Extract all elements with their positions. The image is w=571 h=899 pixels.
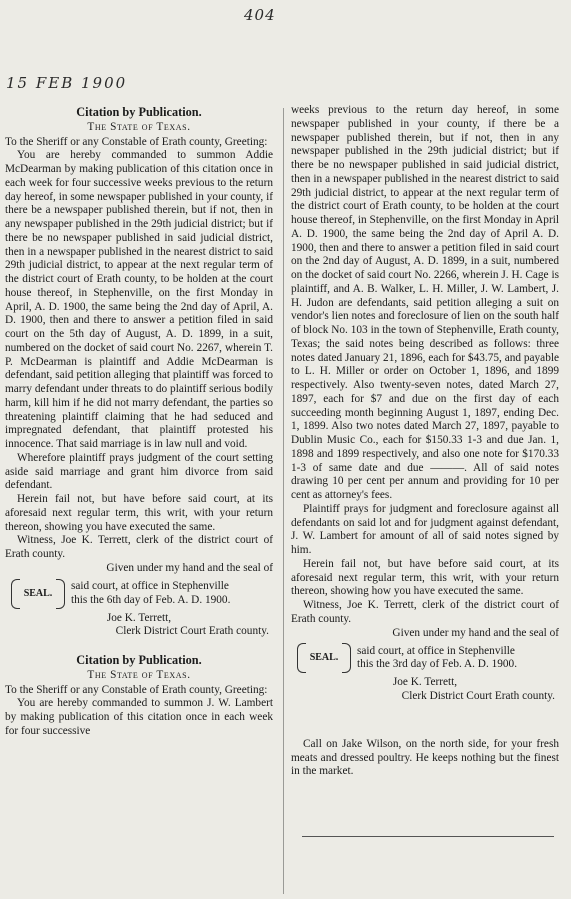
citation1-seal-text-2: this the 6th day of Feb. A. D. 1900. — [71, 593, 231, 606]
section-rule — [302, 836, 554, 837]
citation1-given-line: Given under my hand and the seal of — [106, 561, 273, 574]
citation2-address: To the Sheriff or any Constable of Erath county, Greeting: — [5, 683, 268, 696]
citation2-heading: Citation by Publication. — [76, 653, 202, 667]
date-stamp: 15 FEB 1900 — [6, 74, 128, 92]
citation2-seal-block — [291, 641, 559, 675]
citation2-paragraph-1: You are hereby commanded to summon J. W. Lambert by making publication of this citation once in each week for four successive — [5, 697, 273, 737]
right-column — [291, 104, 559, 894]
citation2-seal-label: SEAL. — [309, 652, 339, 664]
citation1-signer: Joe K. Terrett, — [106, 611, 172, 624]
citation1-seal-text-1: said court, at office in Stephenville — [71, 579, 229, 592]
citation2-signer: Joe K. Terrett, — [392, 676, 458, 689]
citation1-paragraph-2: Wherefore plaintiff prays judgment of the court setting aside said marriage and grant him divorce from said defendant. — [5, 451, 273, 492]
citation2-state: The State of Texas. — [87, 668, 191, 681]
citation2-paragraph-2: Plaintiff prays for judgment and foreclosure against all defendants on said lot and for judgment against defendant, J. W. Lambert for amount of all of said notes signed by him. — [291, 502, 559, 556]
citation2-paragraph-1-continued: weeks previous to the return day hereof, in some newspaper published in your county, if there be a newspaper published therein, but if not, then in any newspaper published in the 29th judicial district; but if there be no newspaper published in said judicial district, then in a newspaper published in the nearest district to said 29th judicial district, to appear at the next regular term of the district court of Erath county, to be holden at the court house thereof, in Stephenville, on the first Monday in April A. D. 1900, the same being the 2nd day of April A. D. 1900, then and there to answer a petition filed in said court on the 2nd day of August, A. D. 1899, in a suit, numbered on the docket of said court No. 2266, wherein J. H. Cage is plaintiff, and A. B. Walker, L. H. Miller, J. W. Lambert, J. H. Judon are defendants, said petition alleging a suit on vendor's lien notes and foreclosure of lien on the south half of block No. 103 in the town of Stephenville, Erath county, Texas; the said notes being described as follows: three notes dated January 21, 1896, each for $43.75, and payable to L. H. Miller or order on October 1, 1896, and 1899 respectively. Also twenty-seven notes, dated March 27, 1897, each for $7 and due on the first day of each succeeding month beginning August 1, 1897, ending Dec. 1, 1899. Also two notes dated March 27, 1897, payable to Dublin Music Co., each for $150.33 1-3 and due Jan. 1, 1898 and 1899 respectively, and also one note for $170.33 1-3 of same date and due ———. All of said notes drawing 10 per cent per annum and providing for 10 per cent as attorney's fees. — [291, 104, 559, 501]
citation1-seal-label: SEAL. — [23, 587, 53, 599]
citation1-state: The State of Texas. — [87, 120, 191, 133]
column-divider — [283, 108, 284, 894]
citation1-seal-block — [5, 577, 273, 611]
citation2-paragraph-3: Herein fail not, but have before said court, at its aforesaid next regular term, this writ, with your return thereon, showing how you have executed the same. — [291, 557, 559, 598]
page-number: 404 — [244, 6, 276, 24]
citation1-paragraph-3: Herein fail not, but have before said court, at its aforesaid next regular term, this writ, with your return thereon, showing you have executed the same. — [5, 493, 273, 533]
citation1-heading: Citation by Publication. — [76, 105, 202, 119]
seal-icon — [297, 641, 351, 675]
advertisement: Call on Jake Wilson, on the north side, for your fresh meats and dressed poultry. He keeps nothing but the finest in the market. — [291, 737, 559, 778]
left-column — [5, 104, 273, 894]
seal-icon — [11, 577, 65, 611]
citation2-signer-title: Clerk District Court Erath county. — [401, 690, 555, 702]
citation1-signer-title: Clerk District Court Erath county. — [115, 625, 269, 638]
citation2-given-line: Given under my hand and the seal of — [392, 626, 559, 639]
citation1-address: To the Sheriff or any Constable of Erath county, Greeting: — [5, 135, 268, 148]
citation2-witness: Witness, Joe K. Terrett, clerk of the district court of Erath county. — [291, 599, 559, 625]
citation2-seal-text-2: this the 3rd day of Feb. A. D. 1900. — [357, 658, 518, 671]
citation1-paragraph-1: You are hereby commanded to summon Addie McDearman by making publication of this citation once in each week for four successive weeks previous to the return day hereof, in some newspaper published in your county, if there be a newspaper published therein, but if not, then in any newspaper published in the 29th judicial district; but if there be no newspaper published in said judicial district, then in a newspaper published in the nearest district to said 29th judicial district, to appear at the next regular term of the district court of Erath county, to be holden at the court house thereof, in Stephenville, on the first Monday in April, A. D. 1900, the same being the 2nd day of April, A. D. 1900, then and there to answer a petition filed in said court on the 5th day of August, A. D. 1899, in a suit, numbered on the docket of said court No. 2267, wherein T. P. McDearman is plaintiff and Addie McDearman is defendant, said petition alleging that plaintiff was forced to marry defendant under threats to do plaintiff serious bodily harm, kill him if he did not marry defendant, the parties so threatening plaintiff claiming that he had seduced and impregnated defendant, that plaintiff protested his innocence. That said marriage is in law null and void. — [5, 149, 273, 450]
citation2-seal-text-1: said court, at office in Stephenville — [357, 644, 515, 657]
citation1-witness: Witness, Joe K. Terrett, clerk of the district court of Erath county. — [5, 534, 273, 560]
